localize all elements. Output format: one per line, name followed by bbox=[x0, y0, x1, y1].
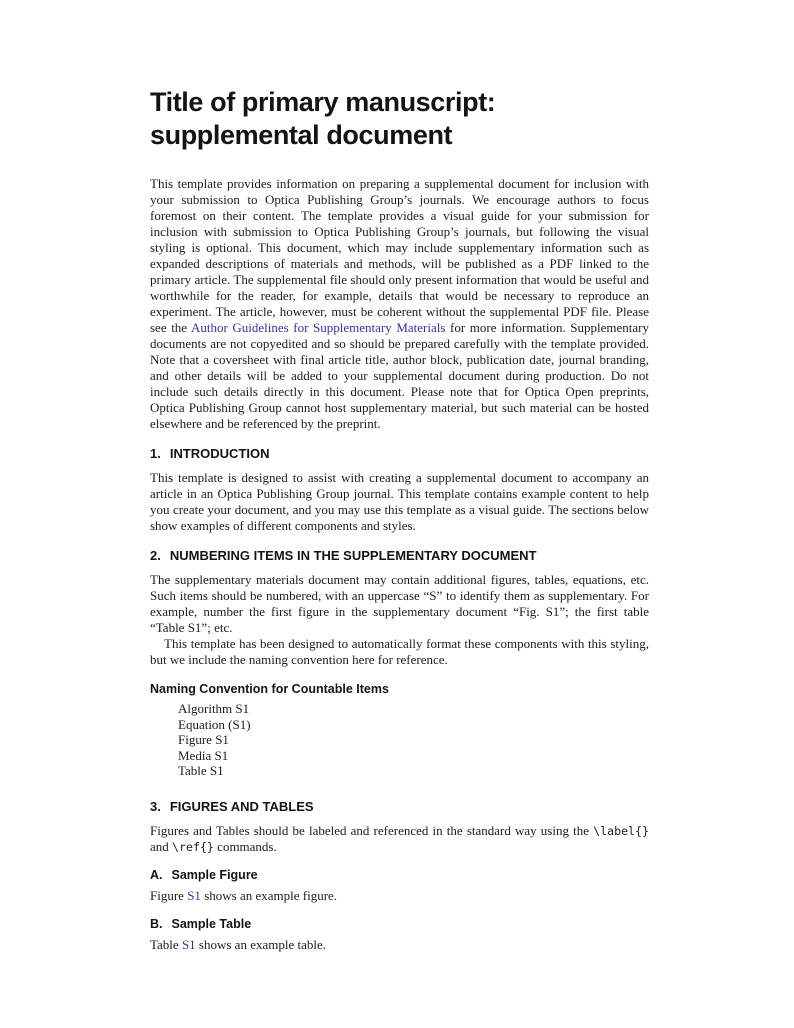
section-3-paragraph bbox=[150, 823, 649, 855]
table-s1-ref-link[interactable]: S1 bbox=[181, 936, 196, 952]
section-1-label: INTRODUCTION bbox=[169, 446, 270, 461]
naming-item-algorithm: Algorithm S1 bbox=[178, 701, 250, 716]
naming-item-equation: Equation (S1) bbox=[178, 716, 251, 732]
section-2-paragraph-1: The supplementary materials document may contain additional figures, tables, equations, etc. Such items should be numbered, with an uppercase “S” to identify them as supplementary. For example, number the first figure in the supplementary document “Fig. S1”; the first table “Table S1”; etc. bbox=[150, 572, 649, 635]
section-3-label: FIGURES AND TABLES bbox=[169, 798, 314, 814]
document-content bbox=[150, 86, 649, 953]
section-2-heading bbox=[150, 548, 649, 564]
subsection-a-label: Sample Figure bbox=[171, 867, 258, 882]
sample-table-text-before: Table bbox=[150, 936, 182, 952]
subsection-b-number: B. bbox=[150, 916, 163, 931]
naming-item-media: Media S1 bbox=[178, 747, 229, 763]
sample-table-paragraph bbox=[150, 937, 649, 953]
section-1-number: 1. bbox=[150, 446, 161, 461]
naming-convention-list bbox=[178, 701, 649, 779]
intro-paragraph bbox=[150, 176, 649, 432]
naming-convention-heading: Naming Convention for Countable Items bbox=[150, 682, 389, 696]
ref-command-code: \ref{} bbox=[172, 839, 214, 854]
sample-figure-text-after: shows an example figure. bbox=[200, 887, 338, 903]
sample-table-text-after: shows an example table. bbox=[195, 936, 326, 952]
section-2-label: NUMBERING ITEMS IN THE SUPPLEMENTARY DOCUMENT bbox=[169, 548, 537, 563]
section-1-heading bbox=[150, 446, 649, 462]
author-guidelines-link[interactable]: Author Guidelines for Supplementary Materials bbox=[190, 320, 446, 335]
spacer bbox=[150, 779, 649, 785]
intro-text-before-link: This template provides information on preparing a supplemental document for inclusion with your submission to Optica Publishing Group’s journals. We encourage authors to focus foremost on their content. The template provides a visual guide for your submission for inclusion with submission to Optica Publishing Group’s journals, but following the visual styling is optional. This document, which may include supplementary information such as expanded descriptions of materials and methods, will be published as a PDF linked to the primary article. The supplemental file should only present information that would be useful and worthwhile for the reader, for example, details that would be necessary to reproduce an experiment. The article, however, must be coherent without the supplemental PDF file. Please see the bbox=[150, 176, 649, 335]
figure-s1-ref-link[interactable]: S1 bbox=[187, 887, 201, 903]
subsection-b-label: Sample Table bbox=[171, 916, 252, 931]
label-command-code: \label{} bbox=[593, 823, 649, 838]
intro-text-after-link: for more information. Supplementary documents are not copyedited and so should be prepared carefully with the template provided. Note that a coversheet with final article title, author block, publication date, journal branding, and other details will be added to your supplemental document during production. Do not include such details directly in this document. Please note that for Optica Open preprints, Optica Publishing Group cannot host supplementary material, but such material can be hosted elsewhere and be referenced by the preprint. bbox=[150, 320, 650, 431]
subsection-a-heading bbox=[150, 868, 649, 883]
section-3-number: 3. bbox=[150, 798, 161, 814]
section-2-paragraph-2: This template has been designed to automatically format these components with this styling, but we include the naming convention here for reference. bbox=[150, 636, 649, 667]
section-1-paragraph: This template is designed to assist with creating a supplemental document to accompany an article in an Optica Publishing Group journal. This template contains example content to help you create your document, and you may use this template as a visual guide. The sections below show examples of different components and styles. bbox=[150, 470, 649, 533]
naming-item-table: Table S1 bbox=[178, 763, 224, 778]
subsection-a-number: A. bbox=[150, 867, 163, 882]
document-title-line2: supplemental document bbox=[150, 120, 453, 150]
document-title-line1: Title of primary manuscript: bbox=[150, 87, 496, 117]
document-title bbox=[150, 86, 649, 152]
section-3-text-after: commands. bbox=[213, 838, 277, 854]
sample-figure-text-before: Figure bbox=[150, 887, 188, 903]
section-3-text-between: and bbox=[150, 838, 173, 854]
subsection-b-heading bbox=[150, 917, 649, 932]
section-2-number: 2. bbox=[150, 548, 161, 563]
sample-figure-paragraph bbox=[150, 888, 649, 904]
naming-item-figure: Figure S1 bbox=[178, 732, 229, 747]
section-3-text-before: Figures and Tables should be labeled and referenced in the standard way using the bbox=[150, 822, 594, 838]
section-3-heading bbox=[150, 799, 649, 815]
